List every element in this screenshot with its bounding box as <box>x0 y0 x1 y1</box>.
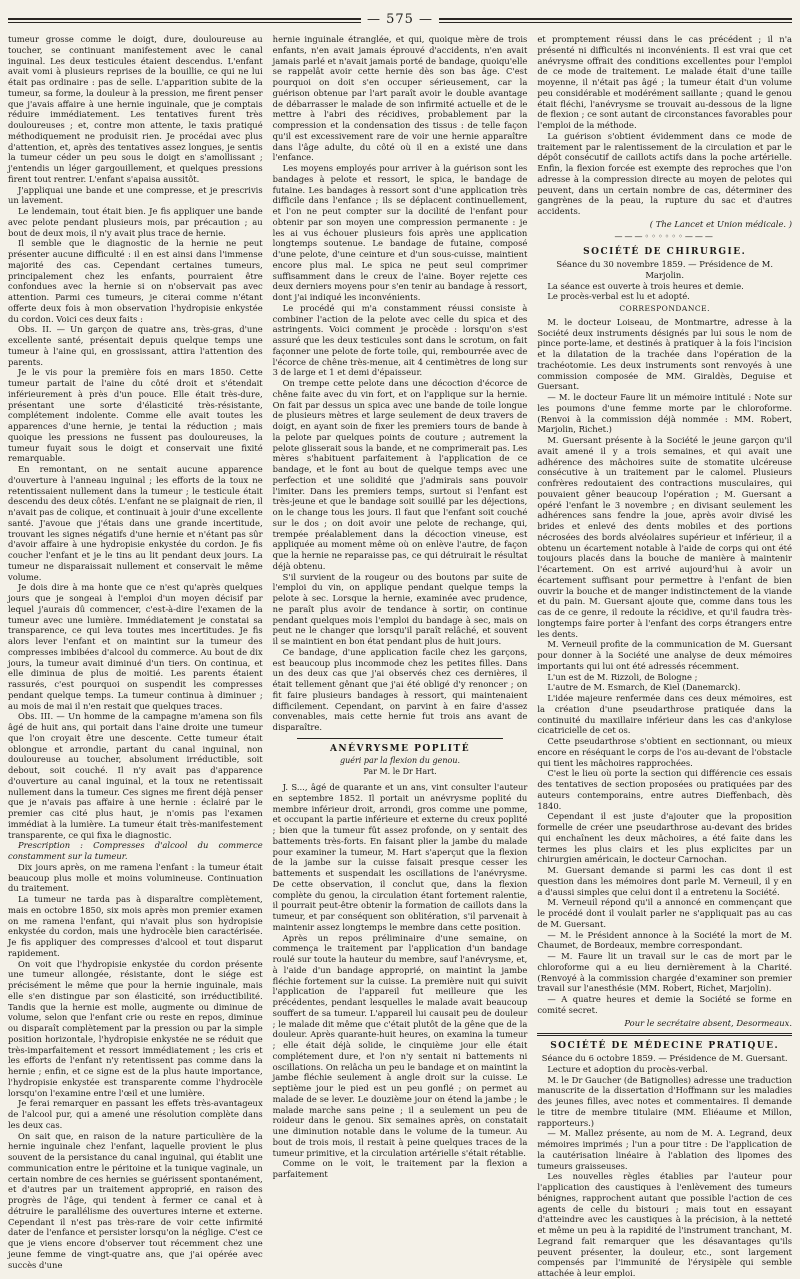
paragraph: Le lendemain, tout était bien. Je fis appliquer une bande avec pelote pendant plusieurs mois, par précaution ; au bout de deux mois, il n'y avait plus trace de hernie. <box>8 206 263 238</box>
paragraph: et promptement réussi dans le cas précédent ; il n'a présenté ni difficultés ni inconvénients. Il est vrai que cet anévrysme offrait des conditions excellentes pour l'emploi de ce mode de traitement. Le malade était d'une taille moyenne, il n'était pas âgé ; la tumeur était d'un volume peu considérable et modérément saillante ; quand le genou était fléchi, l'anévrysme se trouvait au-dessous de la ligne de flexion ; ce sont autant de circonstances favorables pour l'emploi de la méthode. <box>537 34 793 130</box>
paragraph: — M. le Président annonce à la Société la mort de M. Chaumet, de Bordeaux, membre correspondant. <box>537 929 793 951</box>
observation-paragraph: Obs. III. — Un homme de la campagne m'amena son fils âgé de huit ans, qui portait dans l'aine droite une tumeur que l'on croyait être une descente. Cette tumeur était oblongue et arrondie, partant du canal inguinal, non douloureuse au toucher, absolument irréductible, soit debout, soit couché. Il n'y avait pas d'apparence d'ouverture au canal inguinal, et la toux ne retentissait nullement dans la tumeur. Ces signes me firent déjà penser que je n'avais pas affaire à une hernie : éclairé par le premier cas cité plus haut, je n'omis pas l'examen immédiat à la lumière. La tumeur était très-manifestement transparente, ce qui fixa le diagnostic. <box>8 711 263 840</box>
paragraph: La tumeur ne tarda pas à disparaître complètement, mais en octobre 1850, six mois après mon premier examen on me ramena l'enfant, qui n'avait plus son hydropisie enkystée du cordon, mais une hydrocèle bien caractérisée. Je fis appliquer des compresses d'alcool et tout disparut rapidement. <box>8 894 263 958</box>
column-3 <box>537 34 793 1278</box>
paragraph: Le procédé qui m'a constamment réussi consiste à combiner l'action de la pelote avec celle du spica et des astringents. Voici comment je procède : lorsqu'on s'est assuré que les deux testicules sont dans le scrotum, on fait façonner une pelote de forte toile, qui, rembourrée avec de l'écorce de chêne très-menue, ait 4 centimètres de long sur 3 de large et 1 et demi d'épaisseur. <box>272 302 528 378</box>
section-divider <box>537 1033 792 1036</box>
paragraph: Dix jours après, on me ramena l'enfant : la tumeur était beaucoup plus molle et moins volumineuse. Continuation du traitement. <box>8 861 263 894</box>
paragraph: tumeur grosse comme le doigt, dure, douloureuse au toucher, se continuant manifestement avec le canal inguinal. Les deux testicules étaient descendus. L'enfant avait vomi à plusieurs reprises de la bouillie, ce qui ne lui était pas ordinaire : pas de selle. L'apparition subite de la tumeur, sa forme, la douleur à la pression, me firent penser que j'avais affaire à une hernie inguinale, que je comptais réduire immédiatement. Les tentatives furent très douloureuses ; et, contre mon attente, le taxis pratiqué méthodiquement ne produisit rien. Je procédai avec plus d'attention, et, après des tentatives assez longues, je sentis la tumeur céder un peu sous le doigt en s'amollissant ; j'entendis un léger gargouillement, et quelques pressions firent tout rentrer. L'enfant s'apaisa aussitôt. <box>8 34 263 184</box>
paragraph: Cette pseudarthrose s'obtient en sectionnant, ou mieux encore en réséquant le corps de l'os au-devant de l'obstacle qui tient les mâchoires rapprochées. <box>537 736 793 768</box>
paragraph: J'appliquai une bande et une compresse, et je prescrivis un lavement. <box>8 184 263 206</box>
paragraph: Cependant il est juste d'ajouter que la proposition formelle de créer une pseudarthrose au-devant des brides qui enchaînent les deux mâchoires, a été faite dans les termes les plus clairs et les plus explicites par un chirurgien américain, le docteur Carnochan. <box>537 811 793 865</box>
paragraph: L'autre de M. Esmarch, de Kiel (Danemarck). <box>547 682 741 693</box>
paragraph: J. S..., âgé de quarante et un ans, vint consulter l'auteur en septembre 1852. Il portait un anévrysme poplité du membre inférieur droit, arrondi, gros comme une pomme, et occupant la partie inférieure et externe du creux poplité ; bien que la tumeur fût assez profonde, on y sentait des battements très-forts. En faisant plier la jambe du malade pour examiner la tumeur, M. Hart s'aperçut que la flexion de la jambe sur la cuisse faisait presque cesser les battements et suspendait les oscillations de l'anévrysme. De cette observation, il conclut que, dans la flexion complète du genou, la circulation étant fortement ralentie, il pourrait peut-être obtenir la formation de caillots dans la tumeur, et par conséquent son oblitération, s'il parvenait à maintenir assez longtemps le membre dans cette position. <box>272 782 528 932</box>
source-citation: ( The Lancet et Union médicale. ) <box>649 218 793 229</box>
paragraph: Je ferai remarquer en passant les effets très-avantageux de l'alcool pur, qui a amené une résolution complète dans les deux cas. <box>8 1098 263 1130</box>
paragraph: La guérison s'obtient évidemment dans ce mode de traitement par le ralentissement de la circulation et par le dépôt consécutif de caillots actifs dans la poche artérielle. Enfin, la flexion forcée est exempte des reproches que l'on adresse à la compression directe au moyen de pelotes qui peuvent, dans un certain nombre de cas, déterminer des gangrènes de la peau, la rupture du sac et d'autres accidents. <box>537 130 793 216</box>
paragraph: M. le docteur Loiseau, de Montmartre, adresse à la Société deux instruments désignés par lui sous le nom de pince porte-lame, et destinés à pratiquer à la fois l'incision et la dilatation de la trachée dans l'opération de la trachéotomie. Les deux instruments sont renvoyés à une commission composée de MM. Giraldès, Deguise et Guersant. <box>537 316 793 392</box>
secretary-signature: Pour le secrétaire absent, Desormeaux. <box>624 1017 793 1028</box>
paragraph: M. Guersant présente à la Société le jeune garçon qu'il avait amené il y a trois semaines, et qui avait une adhérence des mâchoires suite de stomatite ulcéreuse consécutive à un traitement par le calomel. Plusieurs confrères redoutaient des contractions musculaires, qui pouvaient gêner beaucoup l'opération ; M. Guersant a opéré l'enfant le 3 novembre ; en divisant seulement les adhérences sans fendre la joue, après avoir divisé les brides et enlevé des dents mobiles et des portions nécrosées des bords alvéolaires supérieur et inférieur, il a obtenu un écartement notable à l'aide de corps qui ont été toujours placés dans la bouche de manière à maintenir l'écartement. On est arrivé aujourd'hui à avoir un écartement suffisant pour permettre à l'enfant de bien ouvrir la bouche et de manger indistinctement de la viande et du pain. M. Guersant ajoute que, comme dans tous les cas de ce genre, il redoute la récidive, et qu'il faudra très-longtemps faire porter à l'enfant des corps étrangers entre les dents. <box>537 435 793 639</box>
paragraph: L'un est de M. Rizzoli, de Bologne ; <box>547 671 698 682</box>
ornament-divider: ———◦◦◦◦◦◦——— <box>614 231 715 241</box>
paragraph: Les nouvelles règles établies par l'auteur pour l'application des caustiques à l'enlèvement des tumeurs bénignes, rapprochent autant que possible l'action de ces agents de celle du bistouri ; mais tout en essayant d'atteindre avec les caustiques à la précision, à la netteté et même un peu à la rapidité de l'instrument tranchant, M. Legrand fait remarquer que les désavantages qu'ils peuvent présenter, la douleur, etc., sont largement compensés par l'immunité de l'érysipèle qui semble attachée à leur emploi. <box>537 1171 793 1278</box>
article-title: ANÉVRYSME POPLITÉ <box>329 743 471 754</box>
paragraph: En remontant, on ne sentait aucune apparence d'ouverture à l'anneau inguinal ; les efforts de la toux ne retentissaient nullement dans la tumeur ; le testicule était descendu des deux côtés. L'enfant ne se plaignait de rien, il n'avait pas de colique, et continuait à jouir d'une excellente santé. J'avoue que j'étais dans une grande incertitude, trouvant les signes négatifs d'une hernie et n'étant pas sûr d'avoir affaire à une hydropisie enkystée du cordon. Je fis coucher l'enfant et je le tins au lit pendant deux jours. La tumeur ne disparaissait nullement et conservait le même volume. <box>8 464 263 582</box>
paragraph: — M. Faure lit un travail sur le cas de mort par le chloroforme qui a eu lieu dernièrement à la Charité. (Renvoyé à la commission chargée d'examiner son premier travail sur l'anesthésie (MM. Robert, Richet, Marjolin). <box>537 951 793 994</box>
section-title-medecine: SOCIÉTÉ DE MÉDECINE PRATIQUE. <box>550 1041 780 1052</box>
paragraph: M. le Dr Gaucher (de Batignolles) adresse une traduction manuscrite de la dissertation d'Hoffmann sur les maladies des jeunes filles, avec notes et commentaires. Il demande le titre de membre titulaire (MM. Eliéaume et Millon, rapporteurs.) <box>537 1074 793 1128</box>
page-number: — 575 — <box>361 12 439 27</box>
article-subtitle: guéri par la flexion du genou. <box>339 755 461 765</box>
observation-paragraph: Obs. II. — Un garçon de quatre ans, très-gras, d'une excellente santé, présentait depuis quelque temps une tumeur à l'aine qui, en grossissant, attira l'attention des parents. <box>8 324 263 367</box>
column-1 <box>8 34 263 1270</box>
paragraph: Comme on le voit, le traitement par la flexion a parfaitement <box>272 1158 528 1179</box>
paragraph: Le procès-verbal est lu et adopté. <box>547 291 690 302</box>
paragraph: Lecture et adoption du procès-verbal. <box>547 1063 708 1074</box>
text-columns <box>8 34 793 1278</box>
paragraph: Il semble que le diagnostic de la hernie ne peut présenter aucune difficulté : il en est ainsi dans l'immense majorité des cas. Cependant certaines tumeurs, principalement chez les enfants, pourraient être confondues avec la hernie si on n'observait pas avec attention. Parmi ces tumeurs, je citerai comme n'étant offerte deux fois à mon observation l'hydropisie enkystée du cordon. Voici ces deux faits : <box>8 238 263 324</box>
paragraph: Après un repos préliminaire d'une semaine, on commença le traitement par l'application d'un bandage roulé sur toute la hauteur du membre, sauf l'anévrysme, et, à l'aide d'un bandage approprié, on maintint la jambe fléchie fortement sur la cuisse. La première nuit qui suivit l'application de l'appareil fut meilleure que les précédentes, pendant lesquelles le malade avait beaucoup souffert de sa tumeur. L'appareil lui causait peu de douleur ; le malade dit même que c'était plutôt de la gêne que de la douleur. Après quarante-huit heures, on examina la tumeur ; elle était déjà solide, le cinquième jour elle était complétement dure, et l'on n'y sentait ni battements ni oscillations. On relâcha un peu le bandage et on maintint la jambe fléchie seulement à angle droit sur la cuisse. Le septième jour le pied est un peu gonflé ; on permet au malade de se lever. Le douzième jour on étend la jambe ; le malade marche sans peine ; il a seulement un peu de roideur dans le genou. Six semaines après, on constatait une diminution notable dans le volume de la tumeur. Au bout de trois mois, il restait à peine quelques traces de la tumeur primitive, et la circulation artérielle s'était rétablie. <box>272 932 528 1158</box>
paragraph: La séance est ouverte à trois heures et demie. <box>547 280 744 291</box>
meeting-line: Séance du 30 novembre 1859. — Présidence de M. Marjolin. <box>556 259 774 280</box>
paragraph: M. Verneuil répond qu'il a annoncé en commençant que le procédé dont il voulait parler ne s'appliquait pas au cas de M. Guersant. <box>537 897 793 929</box>
paragraph: — M. le docteur Faure lit un mémoire intitulé : Note sur les poumons d'une femme morte par le chloroforme. (Renvoi à la commission déjà nommée : MM. Robert, Marjolin, Richet.) <box>537 392 793 435</box>
paragraph: S'il survient de la rougeur ou des boutons par suite de l'emploi du vin, on applique pendant quelque temps la pelote à sec. Lorsque la hernie, examinée avec prudence, ne paraît plus avoir de tendance à sortir, on continue pendant quelques mois l'emploi du bandage à sec, mais on peut ne le changer que lorsqu'il paraît relâché, et souvent il se maintient en bon état pendant plus de huit jours. <box>272 571 528 646</box>
page-header <box>8 8 792 30</box>
paragraph: L'idée majeure renfermée dans ces deux mémoires, est la création d'une pseudarthrose pratiquée dans la continuité du maxillaire inférieur dans les cas d'ankylose cicatricielle de cet os. <box>537 693 793 736</box>
paragraph: On trempe cette pelote dans une décoction d'écorce de chêne faite avec du vin fort, et on l'applique sur la hernie. On fait par dessus un spica avec une bande de toile longue de plusieurs mètres et large seulement de deux travers de doigt, en ayant soin de fixer les premiers tours de bande à la pelote par quelques points de couture ; autrement la pelote glisserait sous la bande, et ne comprimerait pas. Les mères s'habituent parfaitement à l'application de ce bandage, et le font au bout de quelque temps avec une perfection et une solidité que j'admirais sans pouvoir l'imiter. Dans les premiers temps, surtout si l'enfant est très-jeune et que le bandage soit souillé par les déjections, on le change tous les jours. Il faut que l'enfant soit couché sur le dos ; on doit avoir une pelote de rechange, qui, trempée préalablement dans la décoction vineuse, est appliquée au moment même où on enlève l'autre, de façon que la hernie ne reparaisse pas, ce qui détruirait le résultat déjà obtenu. <box>272 378 528 571</box>
paragraph: M. Guersant demande si parmi les cas dont il est question dans les mémoires dont parle M. Verneuil, il y en a d'aussi simples que celui dont il a entretenu la Société. <box>537 865 793 897</box>
paragraph: Je dois dire à ma honte que ce n'est qu'après quelques jours que je songeai à l'emploi d'un moyen décisif par lequel j'aurais dû commencer, c'est-à-dire l'examen de la tumeur avec une lumière. Immédiatement je constatai sa transparence, ce qui leva toutes mes incertitudes. Je fis alors lever l'enfant et on maintint sur la tumeur des compresses imbibées d'alcool du commerce. Au bout de dix jours, la tumeur avait diminué d'un tiers. On continua, et elle diminua de plus de moitié. Les parents étaient rassurés, c'est pourquoi on suspendit les compresses pendant quelque temps. La tumeur continua à diminuer ; au mois de mai il n'en restait que quelques traces. <box>8 582 263 711</box>
section-title-chirurgie: SOCIÉTÉ DE CHIRURGIE. <box>583 247 747 258</box>
paragraph: Les moyens employés pour arriver à la guérison sont les bandages à pelote et ressort, le spica, le bandage de futaine. Les bandages à ressort sont d'une application très difficile dans l'enfance ; ils se déplacent continuellement, et l'on ne peut compter sur la docilité de l'enfant pour obtenir par son moyen une compression permanente : je les ai vus échouer plusieurs fois après une application longtemps soutenue. Le bandage de futaine, composé d'une pelote, d'une ceinture et d'un sous-cuisse, maintient encore plus mal. Le spica ne peut seul comprimer suffisamment dans le creux de l'aine. Boyer rejette ces deux derniers moyens pour s'en tenir au bandage à ressort, dont j'ai indiqué les inconvénients. <box>272 163 528 302</box>
meeting-line: Séance du 6 octobre 1859. — Présidence de M. Guersant. <box>541 1053 788 1063</box>
paragraph: Prescription : Compresses d'alcool du commerce constamment sur la tumeur. <box>8 840 263 861</box>
article-author: Par M. le Dr Hart. <box>363 767 437 777</box>
paragraph: — M. Mallez présente, au nom de M. A. Legrand, deux mémoires imprimés ; l'un a pour titre : De l'application de la cautérisation linéaire à l'ablation des lipomes des tumeurs graisseuses. <box>537 1128 793 1171</box>
section-divider <box>297 738 504 739</box>
paragraph: M. Verneuil profite de la communication de M. Guersant pour donner à la Société une analyse de deux mémoires importants qui lui ont été adressés récemment. <box>537 639 793 671</box>
paragraph: On sait que, en raison de la nature particulière de la hernie inguinale chez l'enfant, laquelle provient le plus souvent de la persistance du canal inguinal, qui établit une communication entre le péritoine et la tunique vaginale, un certain nombre de ces hernies se guérissent spontanément, et d'autres par un traitement approprié, en raison des progrès de l'âge, qui tendent à fermer ce canal et à détruire le parallélisme des ouvertures interne et externe. Cependant il n'est pas très-rare de voir cette infirmité dater de l'enfance et persister lorsqu'on la néglige. C'est ce que je viens encore d'observer tout récemment chez une jeune femme de vingt-quatre ans, que j'ai opérée avec succès d'une <box>8 1130 263 1270</box>
paragraph: Je le vis pour la première fois en mars 1850. Cette tumeur partait de l'aine du côté droit et s'étendait inférieurement à près d'un pouce. Elle était très-dure, présentant une sorte d'élasticité très-résistante, complétement indolente. Comme elle avait toutes les apparences d'une hernie, je tentai la réduction ; mais quoique les pressions ne fussent pas douloureuses, la tumeur fuyait sous le doigt et conservait une fixité remarquable. <box>8 367 263 464</box>
paragraph: On voit que l'hydropisie enkystée du cordon présente une tumeur allongée, résistante, dont le siége est précisément le même que pour la hernie inguinale, mais elle s'en distingue par son élasticité, son irréductibilité. Tandis que la hernie est molle, augmente ou diminue de volume, selon que l'enfant crie ou reste en repos, diminue ou disparaît complètement par la pression ou par la simple position horizontale, l'hydropisie enkystée ne se réduit que très-imparfaitement et ressort immédiatement ; les cris et les efforts de l'enfant n'y retentissent pas comme dans la hernie ; enfin, et ce signe est de la plus haute importance, l'hydropisie enkystée est transparente comme l'hydrocèle lorsqu'on l'examine entre l'œil et une lumière. <box>8 958 263 1098</box>
paragraph: — A quatre heures et demie la Société se forme en comité secret. <box>537 994 793 1015</box>
column-2 <box>272 34 528 1179</box>
paragraph: C'est le lieu où porte la section qui différencie ces essais des tentatives de section proposées ou pratiquées par des auteurs contemporains, entre autres Dieffenbach, dès 1840. <box>537 768 793 811</box>
paragraph: hernie inguinale étranglée, et qui, quoique mère de trois enfants, n'en avait jamais éprouvé d'accidents, n'en avait jamais parlé et n'avait jamais porté de bandage, quoiqu'elle se rappelât avoir cette hernie dès son bas âge. C'est pourquoi on doit s'en occuper sérieusement, car la guérison obtenue par l'art paraît avoir le double avantage de débarrasser le malade de son infirmité actuelle et de le mettre à l'abri des récidives, probablement par la compression et la condensation des tissus : de telle façon qu'il est excessivement rare de voir une hernie apparaître dans l'âge adulte, du côté où il en a existé une dans l'enfance. <box>272 34 528 163</box>
paragraph: Ce bandage, d'une application facile chez les garçons, est beaucoup plus incommode chez les petites filles. Dans un des deux cas que j'ai observés chez ces dernières, il était tellement gênant que j'ai été obligé d'y renoncer ; on fit faire plusieurs bandages à ressort, qui maintenaient difficilement. Cependant, on parvint à en faire d'assez convenables, mais cette hernie fut trois ans avant de disparaître. <box>272 646 528 732</box>
subheading-correspondance: CORRESPONDANCE. <box>619 304 710 313</box>
